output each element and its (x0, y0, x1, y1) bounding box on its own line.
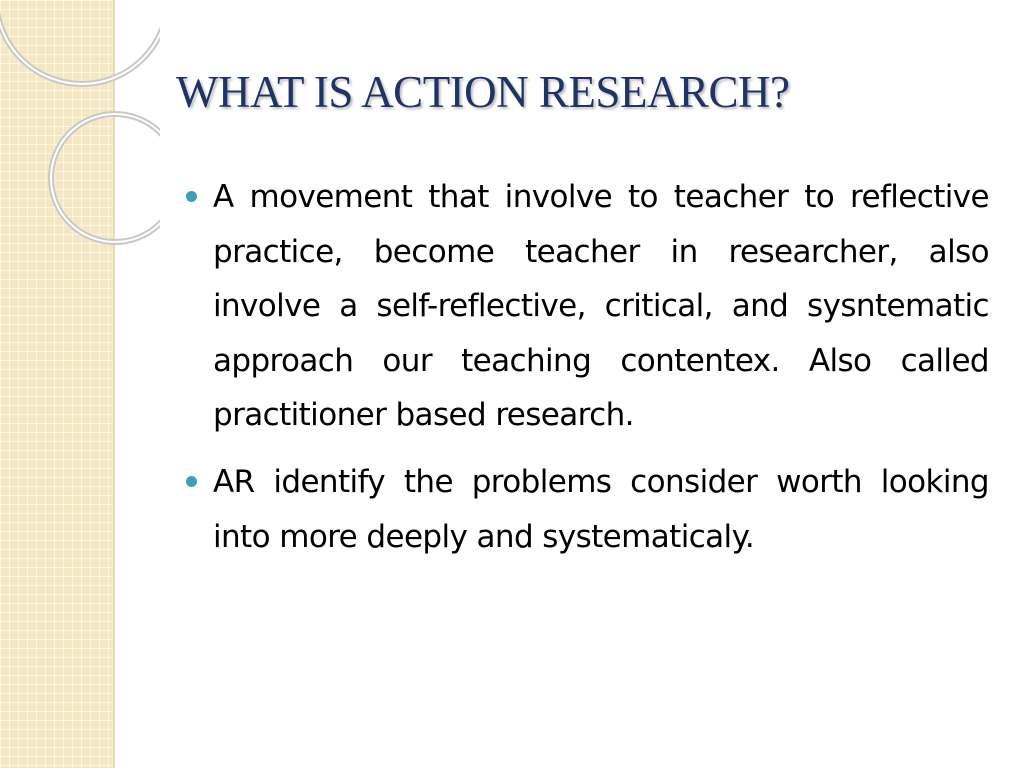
decorative-ring-bottom (51, 114, 160, 242)
bullet-list (186, 170, 989, 576)
bullet-text: A movement that involve to teacher to reflective practice, become teacher in researcher, also involve a self-reflective, critical, and sysntematic approach our teaching contentex. Also called practitioner based research. (213, 179, 989, 434)
decorative-rings (0, 0, 160, 260)
bullet-dot-icon (186, 476, 197, 487)
slide-title: WHAT IS ACTION RESEARCH? (176, 67, 790, 117)
bullet-text: AR identify the problems consider worth looking into more deeply and systematicaly. (213, 463, 989, 555)
bullet-item (186, 170, 989, 443)
decorative-ring-top-highlight (0, 0, 160, 84)
bullet-item (186, 455, 989, 564)
decorative-ring-top (0, 0, 160, 84)
bullet-dot-icon (186, 191, 197, 202)
